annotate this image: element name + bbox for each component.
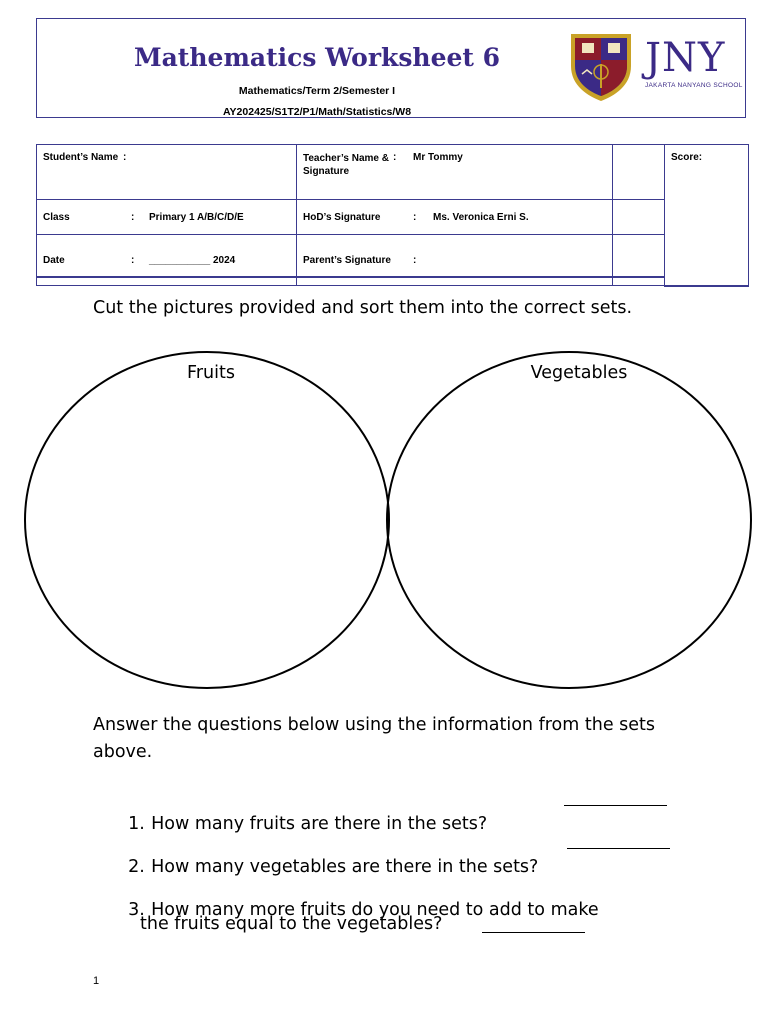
table-bottom-rule bbox=[36, 276, 664, 278]
question-number: 3. bbox=[128, 900, 145, 920]
worksheet-subtitle-code: AY202425/S1T2/P1/Math/Statistics/W8 bbox=[222, 106, 412, 118]
hod-signature-value: Ms. Veronica Erni S. bbox=[433, 211, 529, 223]
blank-cell bbox=[613, 145, 665, 200]
question-text: How many more fruits do you need to add to make bbox=[151, 900, 599, 920]
student-name-label: Student’s Name bbox=[43, 152, 119, 163]
fruits-set-label: Fruits bbox=[187, 363, 235, 383]
colon: : bbox=[413, 211, 417, 223]
colon: : bbox=[393, 152, 397, 163]
question-text: How many vegetables are there in the sets? bbox=[151, 857, 539, 877]
class-value: Primary 1 A/B/C/D/E bbox=[149, 211, 244, 223]
answer-blank-3[interactable] bbox=[482, 912, 585, 933]
class-label: Class bbox=[43, 211, 70, 223]
colon: : bbox=[131, 211, 135, 223]
hod-signature-cell[interactable] bbox=[297, 200, 613, 235]
teacher-name-value: Mr Tommy bbox=[413, 152, 463, 163]
date-label: Date bbox=[43, 254, 65, 266]
page-number: 1 bbox=[93, 975, 100, 987]
question-number: 1. bbox=[128, 814, 145, 834]
date-value: ___________ 2024 bbox=[149, 254, 236, 266]
sorting-sets-diagram bbox=[20, 348, 756, 692]
colon: : bbox=[131, 254, 135, 266]
worksheet-subtitle-course: Mathematics/Term 2/Semester I bbox=[238, 85, 396, 97]
vegetables-set-label: Vegetables bbox=[530, 363, 628, 383]
sorting-instruction: Cut the pictures provided and sort them into the correct sets. bbox=[93, 298, 633, 318]
colon: : bbox=[123, 152, 127, 163]
worksheet-header bbox=[36, 18, 746, 118]
score-label: Score: bbox=[671, 152, 703, 163]
colon: : bbox=[413, 254, 417, 266]
question-number: 2. bbox=[128, 857, 145, 877]
school-crest-icon bbox=[568, 30, 634, 102]
school-name: JAKARTA NANYANG SCHOOL bbox=[645, 82, 743, 89]
teacher-name-label: Teacher’s Name & Signature bbox=[303, 153, 389, 177]
question-3-continued: the fruits equal to the vegetables? bbox=[140, 914, 443, 934]
parent-signature-label: Parent’s Signature bbox=[303, 254, 391, 266]
student-info-table bbox=[36, 144, 749, 287]
class-cell bbox=[37, 200, 297, 235]
answer-blank-1[interactable] bbox=[564, 785, 667, 806]
vegetables-set-circle[interactable] bbox=[387, 352, 751, 688]
score-cell[interactable] bbox=[665, 145, 749, 286]
fruits-set-circle[interactable] bbox=[25, 352, 389, 688]
student-name-cell[interactable] bbox=[37, 145, 297, 200]
question-text: How many fruits are there in the sets? bbox=[151, 814, 488, 834]
school-wordmark: JNY bbox=[645, 35, 726, 81]
answer-instruction: Answer the questions below using the information from the sets above. bbox=[93, 715, 656, 762]
teacher-name-cell[interactable] bbox=[297, 145, 613, 200]
blank-cell bbox=[613, 200, 665, 235]
worksheet-title: Mathematics Worksheet 6 bbox=[133, 43, 501, 72]
hod-signature-label: HoD’s Signature bbox=[303, 211, 381, 223]
answer-blank-2[interactable] bbox=[567, 828, 670, 849]
